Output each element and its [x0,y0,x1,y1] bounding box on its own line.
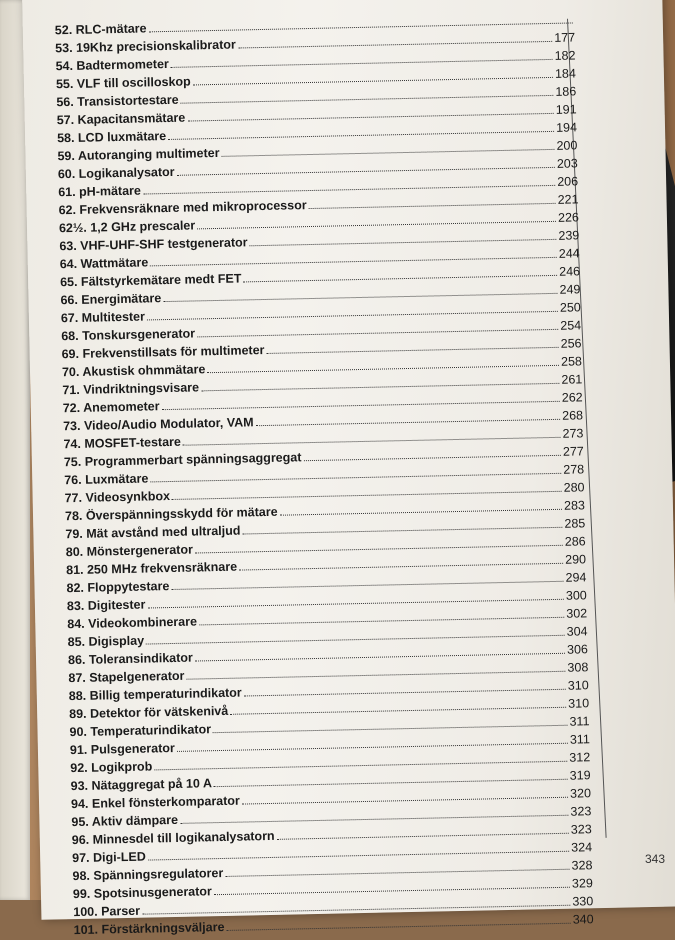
toc-entry-label: 80. Mönstergenerator [65,542,194,560]
toc-entry-label: 74. MOSFET-testare [63,434,182,452]
toc-entry-label: 70. Akustisk ohmmätare [61,362,206,380]
toc-entry-label: 81. 250 MHz frekvensräknare [66,559,238,578]
toc-entry-page: 329 [571,876,593,891]
toc-entry-page: 310 [567,678,589,693]
toc-entry-page: 246 [559,264,581,279]
toc-entry-page: 244 [558,246,580,261]
toc-leader-dots [309,203,556,209]
toc-entry-label: 95. Aktiv dämpare [71,812,179,830]
toc-entry-page: 294 [565,570,587,585]
toc-entry-label: 85. Digisplay [67,633,145,650]
toc-entry-label: 73. Video/Audio Modulator, VAM [62,415,254,434]
toc-entry-label: 61. pH-mätare [58,183,142,200]
toc-entry-label: 69. Frekvenstillsats för multimeter [61,343,265,362]
toc-leader-dots [303,455,561,461]
toc-entry-label: 97. Digi-LED [72,849,146,866]
toc-entry-page: 323 [570,804,592,819]
toc-entry-page: 340 [572,912,594,927]
toc-entry-label: 72. Anemometer [62,399,160,416]
toc-entry-page: 278 [563,462,585,477]
toc-entry-label: 100. Parser [73,903,141,920]
toc-entry-label: 56. Transistortestare [56,92,179,110]
toc-entry-page: 324 [571,840,593,855]
toc-entry-page: 273 [562,426,584,441]
toc-entry-label: 65. Fältstyrkemätare medt FET [59,271,242,290]
toc-entry-label: 59. Autoranging multimeter [57,145,220,164]
toc-entry-page: 306 [566,642,589,657]
toc-entry-label: 94. Enkel fönsterkomparator [70,793,240,812]
toc-entry-label: 93. Nätaggregat på 10 A [70,776,213,794]
toc-entry-page: 258 [560,354,583,369]
toc-entry-page: 221 [557,192,579,207]
toc-entry-page: 250 [559,300,581,315]
toc-entry-page: 200 [556,138,578,153]
toc-entry-label: 58. LCD luxmätare [56,129,167,146]
toc-entry-label: 71. Vindriktningsvisare [62,380,200,398]
toc-entry-page: 262 [561,390,583,405]
toc-entry-page: 191 [555,102,577,117]
toc-entry-page: 249 [559,282,581,297]
toc-entry-page: 312 [569,750,591,765]
toc-entry-page: 320 [569,786,592,801]
toc-entry-page: 268 [562,408,584,423]
toc-entry-page: 300 [565,588,587,603]
page-number: 343 [645,852,666,866]
toc-entry-label: 57. Kapacitansmätare [56,110,186,128]
toc-entry-label: 98. Spänningsregulatorer [72,865,224,884]
toc-entry-page: 302 [566,606,588,621]
toc-entry-page: 177 [554,30,576,45]
toc-entry-label: 75. Programmerbart spänningsaggregat [63,450,302,470]
toc-entry-page: 330 [572,894,594,909]
toc-entry-page: 261 [561,372,583,387]
table-of-contents [55,10,594,939]
toc-entry-label: 87. Stapelgenerator [68,668,185,686]
toc-entry-label: 91. Pulsgenerator [69,740,175,758]
toc-entry-label: 96. Minnesdel till logikanalysatorn [71,828,275,848]
toc-entry-page: 304 [566,624,588,639]
toc-entry-label: 52. RLC-mätare [54,21,147,38]
toc-entry-label: 54. Badtermometer [55,56,169,74]
toc-entry-page: 280 [563,480,585,495]
toc-entry-label: 76. Luxmätare [64,471,149,488]
toc-entry-label: 63. VHF-UHF-SHF testgenerator [59,235,248,254]
toc-entry-label: 99. Spotsinusgenerator [72,884,212,902]
toc-entry-label: 92. Logikprob [70,759,153,776]
toc-entry-page: 308 [567,660,589,675]
toc-entry-label: 83. Digitester [66,597,146,614]
toc-entry-label: 66. Energimätare [60,291,162,308]
toc-entry-label: 86. Toleransindikator [67,650,193,668]
toc-entry-page: 286 [564,534,586,549]
toc-entry-label: 90. Temperaturindikator [69,722,212,740]
toc-entry-page: 254 [560,318,582,333]
toc-entry-page: 239 [558,228,580,243]
toc-entry-label: 53. 19Khz precisionskalibrator [55,37,236,56]
toc-entry-page: 328 [571,858,593,873]
toc-entry-page: 186 [555,84,577,99]
toc-entry-page: 256 [560,336,582,351]
toc-entry-page: 277 [562,444,584,459]
toc-entry-label: 78. Överspänningsskydd för mätare [64,504,278,524]
toc-entry-page: 203 [556,156,578,171]
toc-entry-page: 182 [554,48,576,63]
toc-entry-label: 62½. 1,2 GHz prescaler [58,218,196,236]
toc-entry-page: 226 [557,210,580,225]
toc-entry-label: 101. Förstärkningsväljare [73,919,225,938]
toc-entry-label: 82. Floppytestare [66,579,170,596]
toc-entry-label: 64. Wattmätare [59,255,149,272]
toc-entry-page: 323 [570,822,592,837]
toc-entry-label: 79. Mät avstånd med ultraljud [65,523,241,542]
toc-entry-page: 285 [564,516,586,531]
toc-entry-label: 67. Multitester [60,309,146,326]
toc-leader-dots [227,923,571,931]
toc-entry-page: 184 [554,66,577,81]
toc-entry-label: 77. Videosynkbox [64,489,171,506]
toc-entry-label: 68. Tonskursgenerator [61,326,196,344]
toc-entry-label: 60. Logikanalysator [57,164,175,182]
toc-entry-label: 55. VLF till oscilloskop [55,74,191,92]
toc-entry-label: 84. Videokombinerare [67,614,198,632]
toc-entry-page: 311 [569,714,590,729]
toc-entry-page: 319 [569,768,591,783]
toc-entry-label: 88. Billig temperaturindikator [68,685,242,704]
toc-entry-page: 290 [565,552,587,567]
book-page [22,0,675,938]
toc-entry-page: 310 [568,696,590,711]
toc-entry-label: 89. Detektor för vätskenivå [69,703,229,722]
toc-entry-page: 311 [569,732,590,747]
toc-entry-page: 194 [555,120,578,135]
toc-entry-label: 62. Frekvensräknare med mikroprocessor [58,198,307,218]
toc-entry-page: 206 [557,174,579,189]
toc-entry-page: 283 [563,498,586,513]
